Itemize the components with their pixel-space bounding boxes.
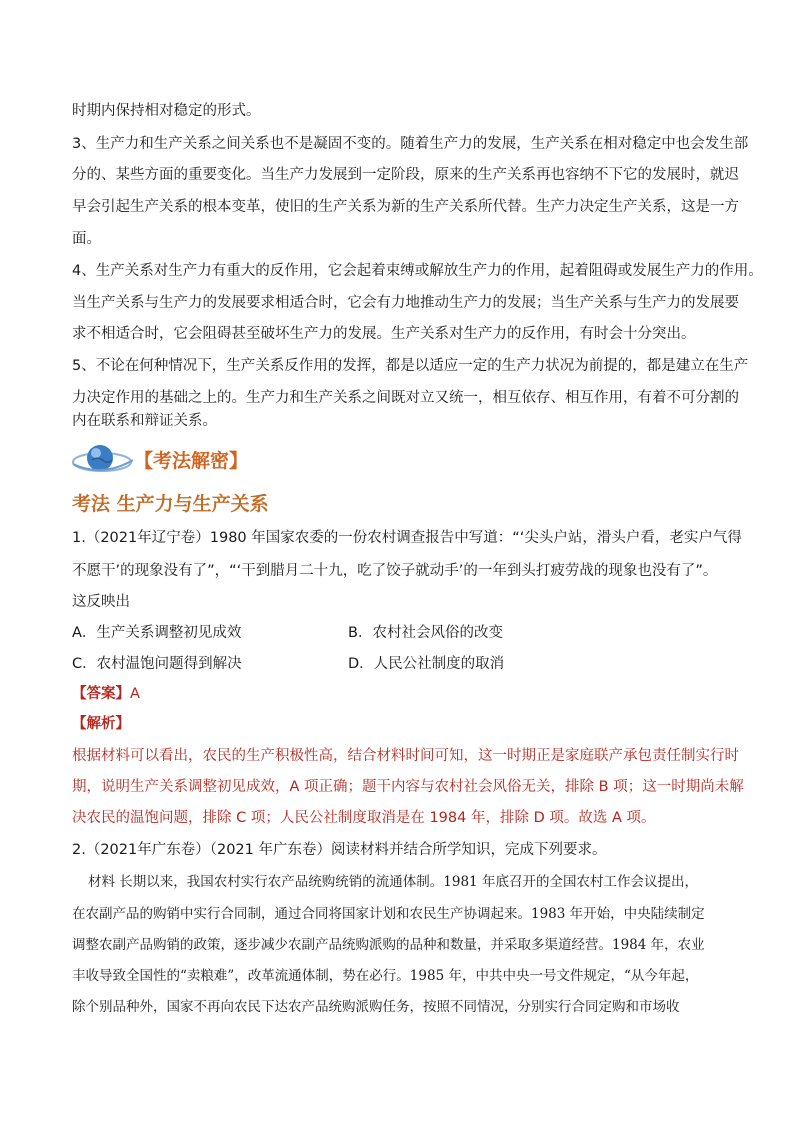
banner-title: 【考法解密】 bbox=[134, 450, 249, 472]
question-stem: 1980 年国家农委的一份农村调查报告中写道：“‘尖头户站，滑头户看，老实户气得 bbox=[209, 530, 742, 546]
section-banner bbox=[72, 440, 332, 480]
analysis-label: 【解析】 bbox=[72, 716, 130, 732]
answer-line bbox=[72, 684, 140, 704]
answer-label: 【答案】 bbox=[72, 686, 130, 702]
intro-line: 求不相适合时，它会阻碍甚至破坏生产力的发展。生产关系对生产力的反作用，有时会十分突出。 bbox=[72, 326, 696, 342]
intro-line: 当生产关系与生产力的发展要求相适合时，它会有力地推动生产力的发展；当生产关系与生产力的发展要 bbox=[72, 295, 739, 311]
intro-line: 分的、某些方面的重要变化。当生产力发展到一定阶段，原来的生产关系再也容纳不下它的发展时，就迟 bbox=[72, 167, 739, 183]
analysis-line: 决农民的温饱问题，排除 C 项；人民公社制度取消是在 1984 年，排除 D 项。故选 A 项。 bbox=[72, 810, 656, 826]
option-c: C．农村温饱问题得到解决 bbox=[72, 656, 242, 672]
question-2-line bbox=[72, 840, 607, 860]
analysis-line: 根据材料可以看出，农民的生产积极性高，结合材料时间可知，这一时期正是家庭联产承包责任制实行时 bbox=[72, 748, 739, 764]
intro-line: 早会引起生产关系的根本变革，使旧的生产关系为新的生产关系所代替。生产力决定生产关系，这是一方 bbox=[72, 199, 739, 215]
question-1-line: 不愿干’的现象没有了”，“‘干到腊月二十九，吃了饺子就动手’的一年到头打疲劳战的现象也没有了”。 bbox=[72, 563, 718, 579]
intro-line: 4、生产关系对生产力有重大的反作用，它会起着束缚或解放生产力的作用，起着阻碍或发展生产力的作用。 bbox=[72, 263, 763, 279]
option-b: B．农村社会风俗的改变 bbox=[348, 625, 503, 641]
question-source: 1.（2021年辽宁卷） bbox=[72, 530, 210, 546]
question-stem: 阅读材料并结合所学知识，完成下列要求。 bbox=[331, 842, 607, 858]
answer-value: A bbox=[130, 686, 140, 702]
analysis-line: 期，说明生产关系调整初见成效，A 项正确；题干内容与农村社会风俗无关，排除 B 项；这一时期尚未解 bbox=[72, 779, 744, 795]
question-1-line bbox=[72, 528, 742, 548]
question-1-line: 这反映出 bbox=[72, 594, 130, 610]
option-d: D．人民公社制度的取消 bbox=[348, 656, 505, 672]
intro-line: 面。 bbox=[72, 231, 101, 247]
section-heading: 考法 生产力与生产关系 bbox=[72, 493, 269, 515]
option-a: A．生产关系调整初见成效 bbox=[72, 625, 242, 641]
intro-line: 3、生产力和生产关系之间关系也不是凝固不变的。随着生产力的发展，生产关系在相对稳定中也会发生部 bbox=[72, 136, 749, 152]
material-line: 除个别品种外，国家不再向农民下达农产品统购派购任务，按照不同情况，分别实行合同定购和市场收 bbox=[72, 999, 680, 1015]
material-line: 丰收导致全国性的“卖粮难”，改革流通体制，势在必行。1985 年，中共中央一号文件规定，“从今年起， bbox=[72, 968, 699, 984]
intro-line: 时期内保持相对稳定的形式。 bbox=[72, 103, 261, 119]
intro-line: 5、不论在何种情况下，生产关系反作用的发挥，都是以适应一定的生产力状况为前提的，都是建立在生产 bbox=[72, 358, 749, 374]
question-source: 2.（2021年广东卷）（2021 年广东卷） bbox=[72, 842, 331, 858]
intro-line: 力决定作用的基础之上的。生产力和生产关系之间既对立又统一，相互依存、相互作用，有着不可分割的 bbox=[72, 390, 739, 406]
globe-icon bbox=[72, 440, 134, 480]
intro-line: 内在联系和辩证关系。 bbox=[72, 413, 217, 429]
material-line: 材料 长期以来，我国农村实行农产品统购统销的流通体制。1981 年底召开的全国农村工作会议提出， bbox=[88, 874, 698, 890]
material-line: 在农副产品的购销中实行合同制，通过合同将国家计划和农民生产协调起来。1983 年开始，中央陆续制定 bbox=[72, 906, 705, 922]
material-line: 调整农副产品购销的政策，逐步减少农副产品统购派购的品种和数量，并采取多渠道经营。1984 年，农业 bbox=[72, 937, 705, 953]
